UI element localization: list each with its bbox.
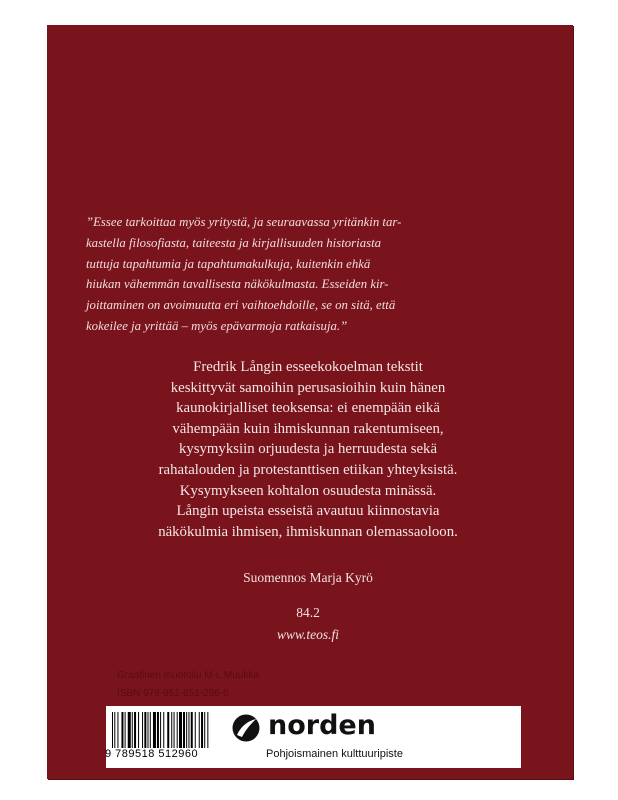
description-line: keskittyvät samoihin perusasioihin kuin hänen <box>170 379 446 396</box>
quote-line: ”Essee tarkoittaa myös yritystä, ja seuraavassa yritänkin tar- <box>86 215 402 229</box>
barcode-digits: 9 789518 512960 <box>105 748 199 760</box>
description-line: rahatalouden ja protestanttisen etiikan yhteyksistä. <box>158 461 458 478</box>
description-line: vähempään kuin ihmiskunnan rakentumiseen, <box>172 420 444 437</box>
quote-block <box>86 212 526 337</box>
description-line: Fredrik Långin esseekokoelman tekstit <box>193 359 423 375</box>
quote-line: kokeilee ja yrittää – myös epävarmoja ratkaisuja.” <box>86 318 348 333</box>
publisher-website: www.teos.fi <box>276 627 339 642</box>
barcode-image <box>112 712 214 748</box>
translator-credit: Suomennos Marja Kyrö <box>243 570 373 585</box>
description-line: kaunokirjalliset teoksensa: ei enempään eikä <box>176 400 440 417</box>
quote-line: hiukan vähemmän tavallisesta näkökulmasta. Esseiden kir- <box>86 277 389 292</box>
graphic-design-credit: Graafinen muotoilu M-L Muukka <box>117 670 259 681</box>
sponsor-subtitle: Pohjoismainen kulttuuripiste <box>266 748 403 760</box>
sponsor-name: norden <box>268 710 376 741</box>
description-line: Långin upeista esseistä avautuu kiinnostavia <box>176 503 440 520</box>
quote-line: joittaminen on avoimuutta eri vaihtoehdoille, se on sitä, että <box>86 298 396 313</box>
norden-logo-icon <box>232 714 260 742</box>
classification-code: 84.2 <box>296 605 320 620</box>
isbn-text: ISBN 978-951-851-296-0 <box>117 688 229 699</box>
description-line: kysymyksiin orjuudesta ja herruudesta sekä <box>178 441 438 458</box>
quote-line: tuttuja tapahtumia ja tapahtumakulkuja, kuitenkin ehkä <box>86 256 371 271</box>
description-block <box>88 357 528 542</box>
description-line: näkökulmia ihmisen, ihmiskunnan olemassaoloon. <box>158 523 458 540</box>
quote-line: kastella filosofiasta, taiteesta ja kirjallisuuden historiasta <box>86 235 382 250</box>
description-line: Kysymykseen kohtalon osuudesta minässä. <box>179 482 437 499</box>
